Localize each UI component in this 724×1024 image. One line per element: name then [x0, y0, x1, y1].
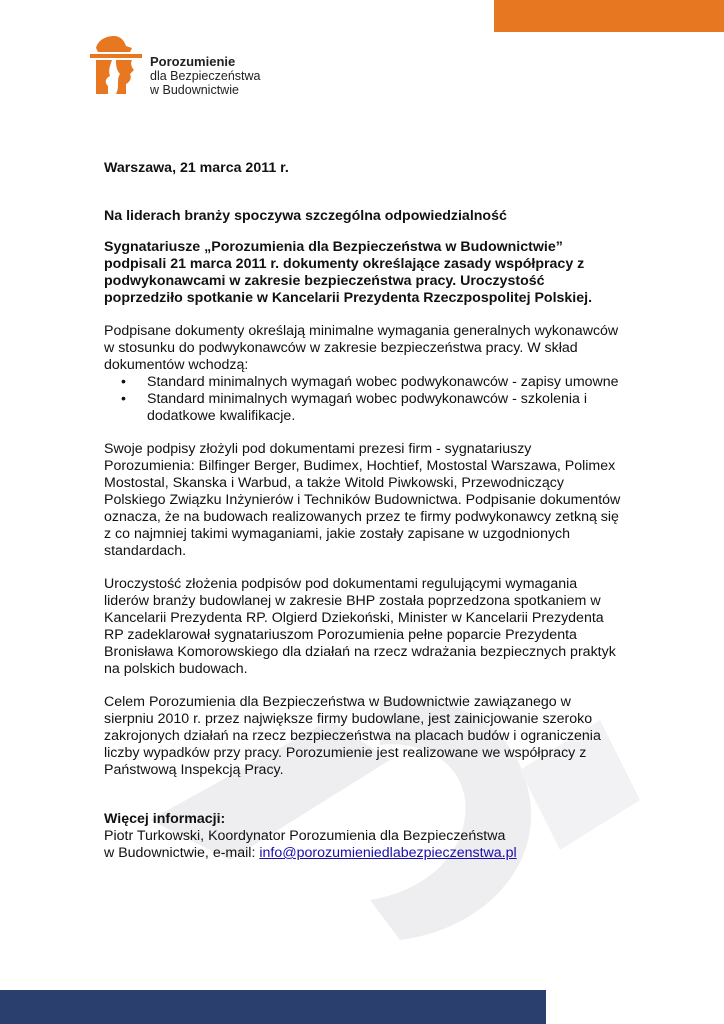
lead-paragraph: Sygnatariusze „Porozumienia dla Bezpieczeństwa w Budownictwie” podpisali 21 marca 2011 r. dokumenty określające zasady współpracy z podwykonawcami w zakresie bezpieczeństwa pracy. Uroczystość poprzedziło spotkanie w Kancelarii Prezydenta Rzeczpospolitej Polskiej. [104, 239, 593, 306]
paragraph-ceremony: Uroczystość złożenia podpisów pod dokumentami regulującymi wymagania liderów branży budowlanej w zakresie BHP została poprzedzona spotkaniem w Kancelarii Prezydenta RP. Olgierd Dziekoński, Minister w Kancelarii Prezydenta RP zadeklarował sygnatariuszom Porozumienia pełne poparcie Prezydenta Bronisława Komorowskiego dla działań na rzecz wdrażania bezpiecznych praktyk na polskich budowach. [104, 576, 616, 677]
org-name-line1: Porozumienie [150, 54, 236, 69]
org-name-line3: w Budownictwie [150, 83, 239, 97]
paragraph-documents: Podpisane dokumenty określają minimalne wymagania generalnych wykonawców w stosunku do podwykonawców w zakresie bezpieczeństwa pracy. W skład dokumentów wchodzą: [104, 323, 619, 373]
contact-line-2 [104, 845, 624, 862]
documents-list [104, 374, 624, 425]
contact-prefix: w Budownictwie, e-mail: [104, 845, 260, 861]
paragraph-signatories: Swoje podpisy złożyli pod dokumentami prezesi firm - sygnatariuszy Porozumienia: Bilfinger Berger, Budimex, Hochtief, Mostostal Warszawa, Polimex Mostostal, Skanska i Warbud, a także Witold Piwkowski, Przewodniczący Polskiego Związku Inżynierów i Techników Budownictwa. Podpisanie dokumentów oznacza, że na budowach realizowanych przez te firmy podwykonawcy zetkną się z co najmniej takimi wymaganiami, jakie zostały zapisane w uzgodnionych standardach. [104, 441, 621, 559]
letter-body [104, 160, 624, 862]
list-item: • Standard minimalnych wymagań wobec podwykonawców - zapisy umowne [147, 374, 624, 391]
paragraph-goal: Celem Porozumienia dla Bezpieczeństwa w Budownictwie zawiązanego w sierpniu 2010 r. przez największe firmy budowlane, jest zainicjowanie szeroko zakrojonych działań na rzecz bezpieczeństwa na placach budów i ograniczenia liczby wypadków przy pracy. Porozumienie jest realizowane we współpracy z Państwową Inspekcją Pracy. [104, 694, 601, 778]
contact-line-1: Piotr Turkowski, Koordynator Porozumienia dla Bezpieczeństwa [104, 828, 506, 844]
email-link[interactable]: info@porozumieniedlabezpieczenstwa.pl [259, 845, 517, 861]
org-name-line2: dla Bezpieczeństwa [150, 69, 261, 83]
more-info-title: Więcej informacji: [104, 811, 226, 827]
headline: Na liderach branży spoczywa szczególna odpowiedzialność [104, 208, 507, 224]
letter-date: Warszawa, 21 marca 2011 r. [104, 160, 289, 176]
list-item: • Standard minimalnych wymagań wobec podwykonawców - szkolenia i dodatkowe kwalifikacje. [147, 391, 624, 425]
bottom-accent-bar [0, 990, 546, 1024]
org-name [150, 55, 260, 97]
